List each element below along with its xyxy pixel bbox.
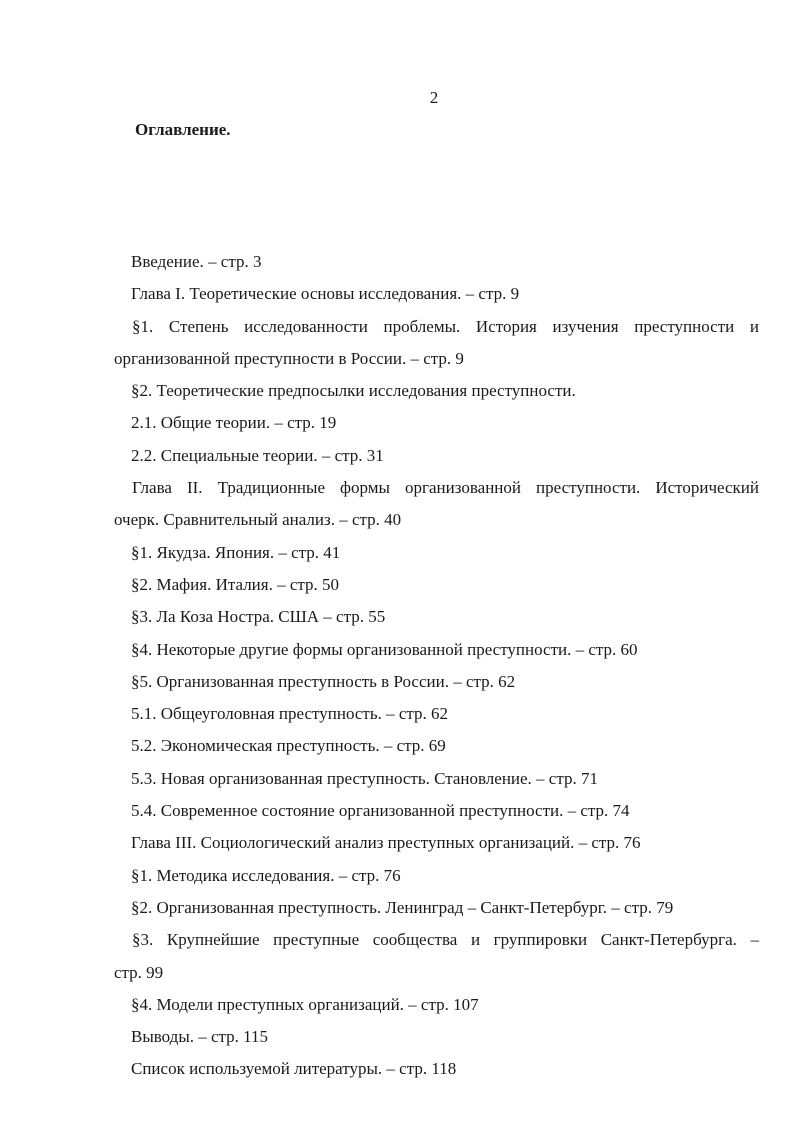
toc-entry-ch1-subsection-2-1: 2.1. Общие теории. – стр. 19 — [131, 413, 337, 433]
toc-entry-chapter-2: Глава II. Традиционные формы организованной преступности. Исторический очерк. Сравнительный анализ. – стр. 40 — [114, 478, 759, 530]
toc-entry-ch2-section-1: §1. Якудза. Япония. – стр. 41 — [131, 542, 341, 562]
toc-entry-ch2-subsection-5-1: 5.1. Общеуголовная преступность. – стр. 62 — [131, 704, 449, 724]
toc-entry-ch2-subsection-5-2: 5.2. Экономическая преступность. – стр. 69 — [131, 736, 446, 756]
toc-heading: Оглавление. — [135, 120, 231, 139]
toc-entry-ch1-subsection-2-2: 2.2. Специальные теории. – стр. 31 — [131, 445, 384, 465]
toc-entry-ch3-section-2: §2. Организованная преступность. Ленинград – Санкт-Петербург. – стр. 79 — [131, 897, 674, 917]
toc-entry-ch2-subsection-5-3: 5.3. Новая организованная преступность. Становление. – стр. 71 — [131, 768, 598, 788]
toc-entry-ch3-section-1: §1. Методика исследования. – стр. 76 — [131, 865, 401, 885]
toc-entry-ch2-section-5: §5. Организованная преступность в России. – стр. 62 — [131, 671, 516, 691]
table-of-contents — [114, 246, 759, 1086]
toc-entry-ch1-section-2: §2. Теоретические предпосылки исследования преступности. — [131, 381, 576, 401]
toc-entry-ch2-subsection-5-4: 5.4. Современное состояние организованной преступности. – стр. 74 — [131, 801, 630, 821]
toc-entry-bibliography: Список используемой литературы. – стр. 118 — [131, 1059, 457, 1079]
toc-entry-ch3-section-4: §4. Модели преступных организаций. – стр. 107 — [131, 994, 479, 1014]
toc-entry-introduction: Введение. – стр. 3 — [131, 252, 262, 271]
toc-entry-ch2-section-2: §2. Мафия. Италия. – стр. 50 — [131, 574, 340, 594]
toc-entry-ch1-section-1: §1. Степень исследованности проблемы. История изучения преступности и организованной преступности в России. – стр. 9 — [114, 316, 759, 368]
toc-entry-ch3-section-3: §3. Крупнейшие преступные сообщества и группировки Санкт-Петербурга. – стр. 99 — [114, 930, 759, 982]
toc-entry-chapter-1: Глава I. Теоретические основы исследования. – стр. 9 — [131, 284, 520, 304]
toc-entry-chapter-3: Глава III. Социологический анализ преступных организаций. – стр. 76 — [131, 833, 641, 853]
toc-entry-ch2-section-4: §4. Некоторые другие формы организованной преступности. – стр. 60 — [131, 639, 638, 659]
toc-entry-conclusions: Выводы. – стр. 115 — [131, 1027, 269, 1047]
toc-entry-ch2-section-3: §3. Ла Коза Ностра. США – стр. 55 — [131, 607, 386, 627]
page-number: 2 — [429, 88, 439, 107]
